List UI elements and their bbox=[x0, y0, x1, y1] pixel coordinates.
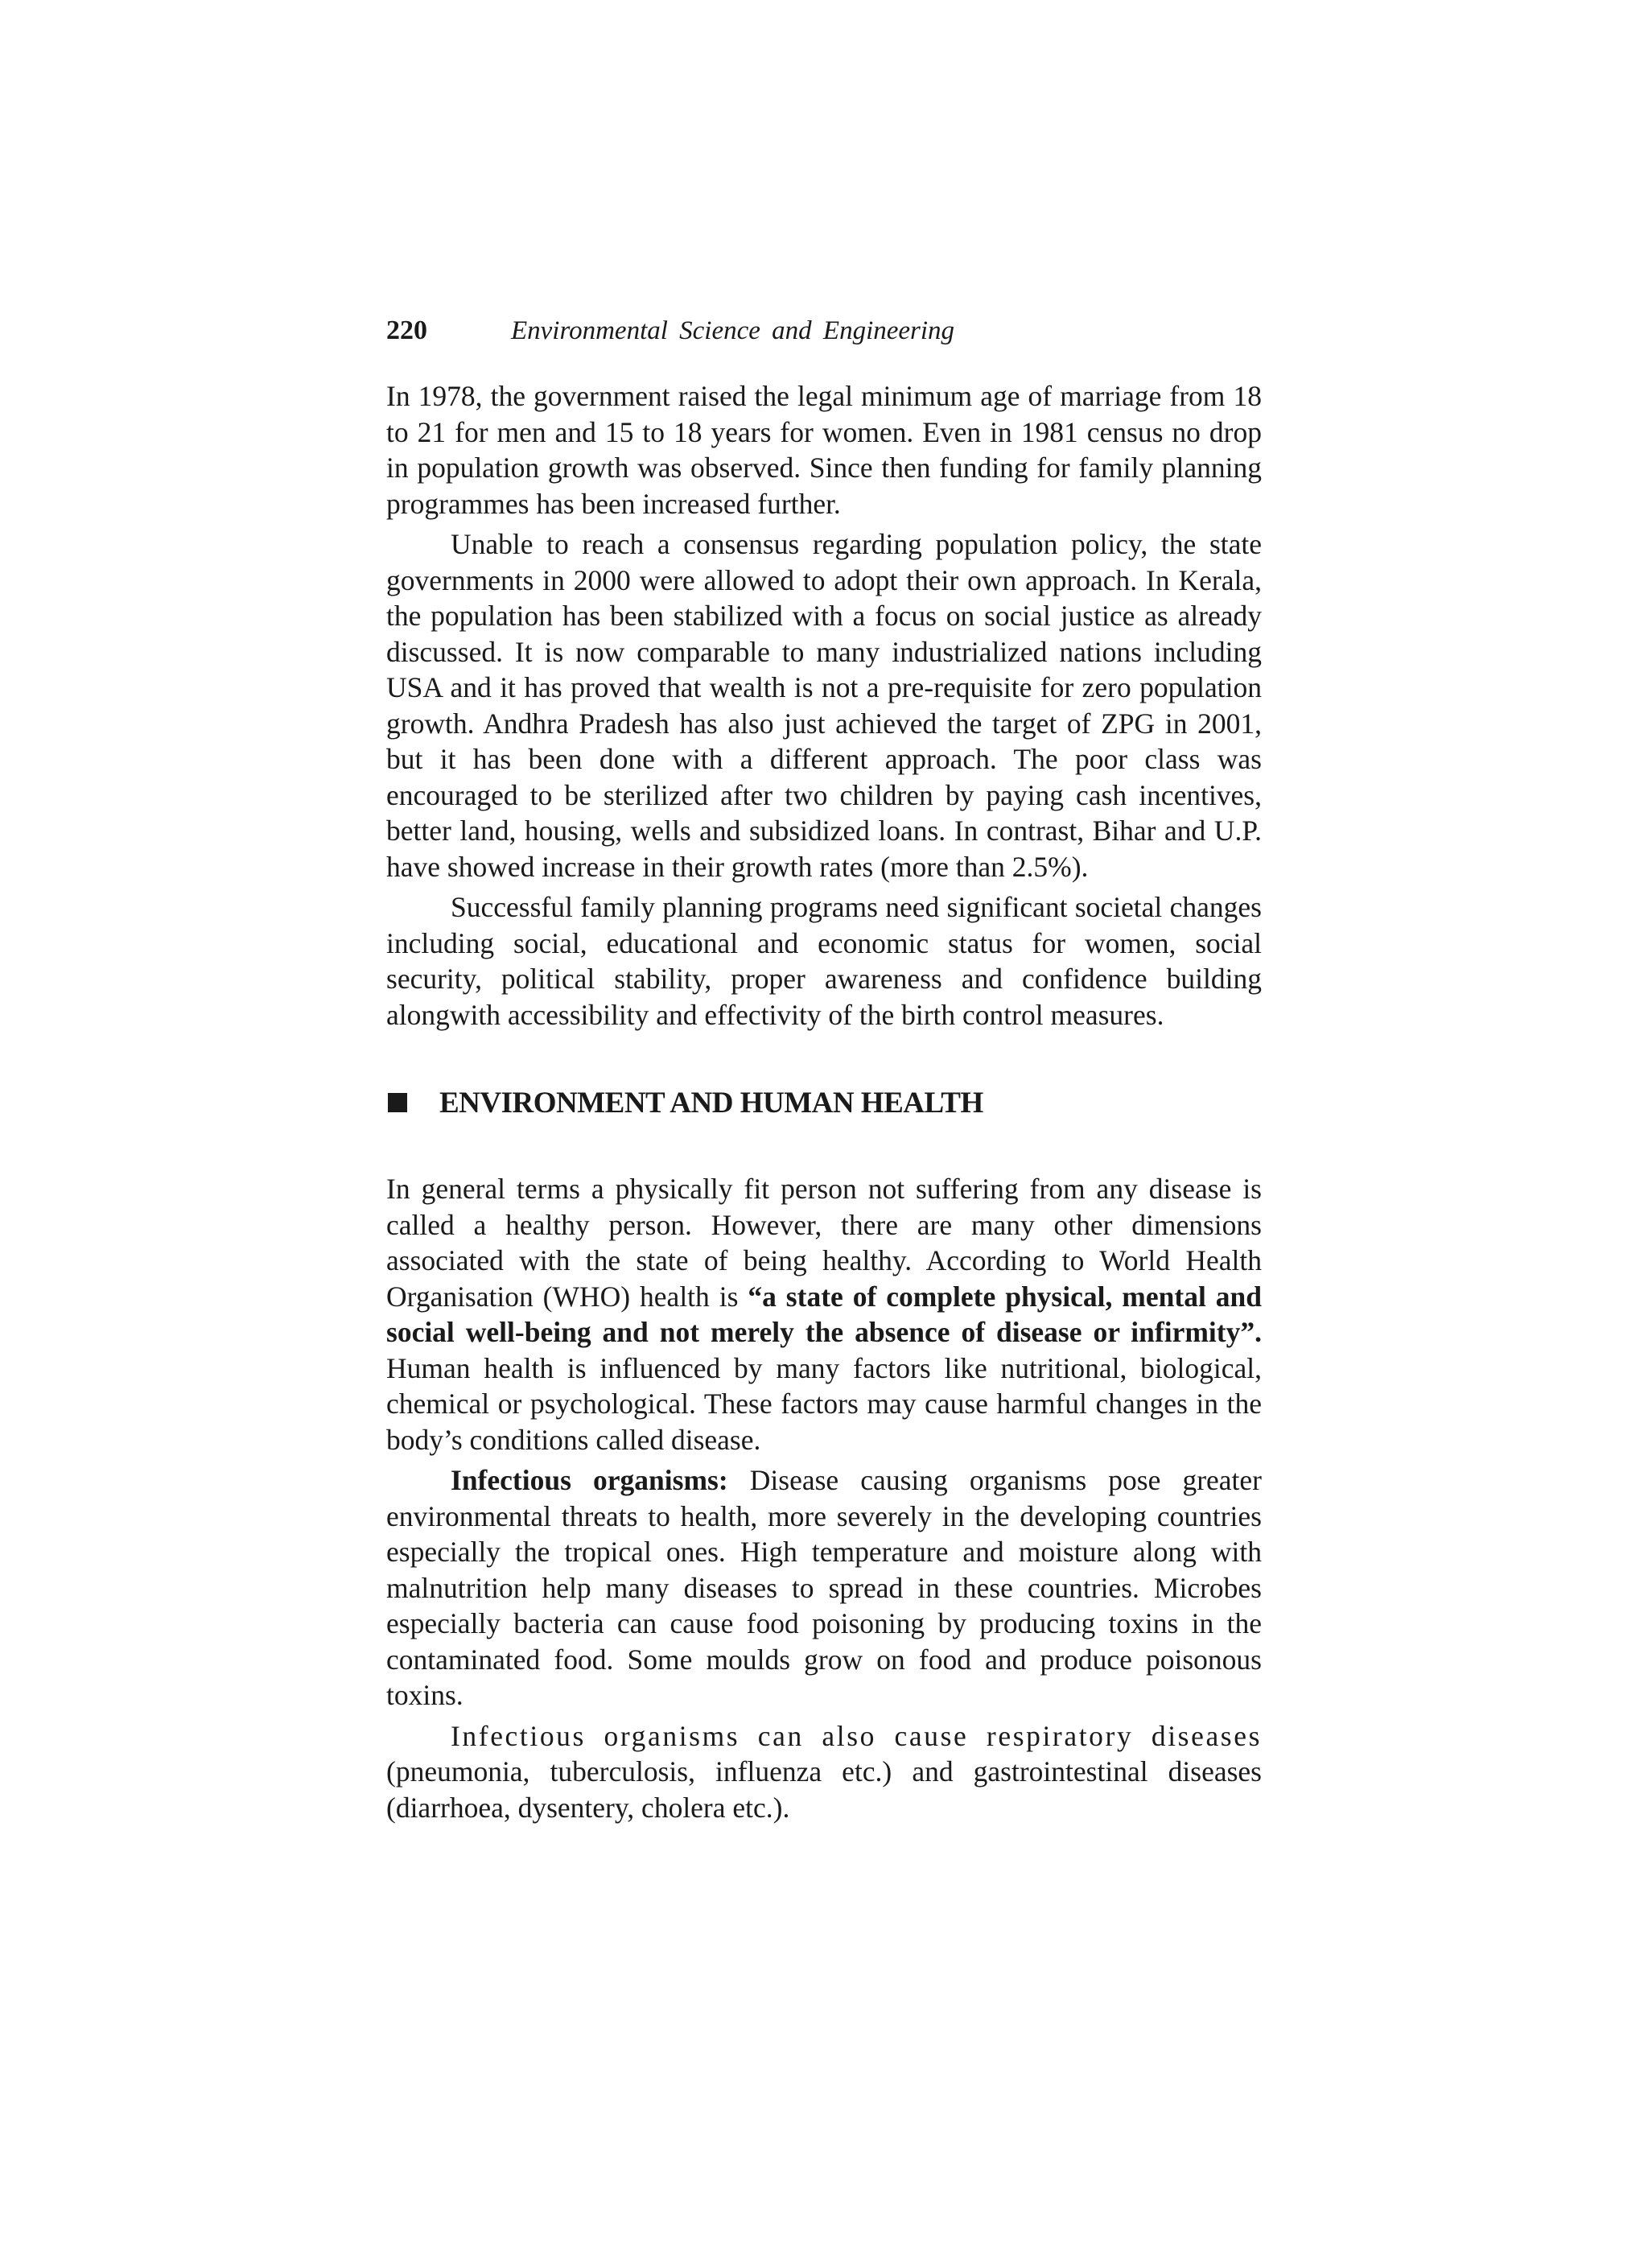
who-definition-quote: “a state of complete physical, mental and social well-being and not merely the absence of disease or infirmity”. bbox=[386, 1280, 1262, 1348]
square-bullet-icon bbox=[388, 1093, 407, 1112]
running-header bbox=[386, 315, 1262, 364]
section-title: ENVIRONMENT AND HUMAN HEALTH bbox=[439, 1086, 983, 1120]
health-factors-text: Human health is influenced by many factors like nutritional, biological, chemical or psychological. These factors may cause harmful changes in the body’s conditions called disease. bbox=[386, 1351, 1262, 1456]
page-number: 220 bbox=[386, 315, 427, 345]
paragraph-state-policies: Unable to reach a consensus regarding population policy, the state governments in 2000 were allowed to adopt their own approach. In Kerala, the population has been stabilized with a focus on social justice as already discussed. It is now comparable to many industrialized nations including USA and it has proved that wealth is not a pre-requisite for zero population growth. Andhra Pradesh has also just achieved the target of ZPG in 2001, but it has been done with a different approach. The poor class was encouraged to be sterilized after two children by paying cash incentives, better land, housing, wells and subsidized loans. In contrast, Bihar and U.P. have showed increase in their growth rates (more than 2.5%). bbox=[386, 528, 1262, 883]
book-title: Environmental Science and Engineering bbox=[511, 316, 955, 345]
paragraph-health-definition bbox=[386, 1171, 1262, 1458]
paragraph-marriage-age: In 1978, the government raised the legal minimum age of marriage from 18 to 21 for men and 15 to 18 years for women. Even in 1981 census no drop in population growth was observed. Since then funding for family planning programmes has been increased further. bbox=[386, 380, 1262, 520]
paragraph-respiratory-diseases bbox=[386, 1718, 1262, 1826]
book-page bbox=[386, 315, 1262, 1830]
respiratory-intro-text: Infectious organisms can also cause respiratory diseases bbox=[451, 1719, 1262, 1752]
paragraph-family-planning: Successful family planning programs need significant societal changes including social, educational and economic status for women, social security, political stability, proper awareness and confidence building alongwith accessibility and effectivity of the birth control measures. bbox=[386, 891, 1262, 1031]
section-heading bbox=[386, 1082, 1262, 1123]
paragraph-infectious-organisms bbox=[386, 1462, 1262, 1713]
health-intro-text: In general terms a physically fit person not suffering from any disease is called a healthy person. However, there are many other dimensions associated with the state of being healthy. According to World Health Organisation (WHO) health is bbox=[386, 1173, 1262, 1313]
disease-list-text: (pneumonia, tuberculosis, influenza etc.) and gastrointestinal diseases (diarrhoea, dysentery, cholera etc.). bbox=[386, 1755, 1262, 1824]
infectious-organisms-term: Infectious organisms: bbox=[451, 1464, 728, 1496]
infectious-organisms-text: Disease causing organisms pose greater environmental threats to health, more severely in the developing countries especially the tropical ones. High temperature and moisture along with malnutrition help many diseases to spread in these countries. Microbes especially bacteria can cause food poisoning by producing toxins in the contaminated food. Some moulds grow on food and produce poisonous toxins. bbox=[386, 1464, 1263, 1711]
